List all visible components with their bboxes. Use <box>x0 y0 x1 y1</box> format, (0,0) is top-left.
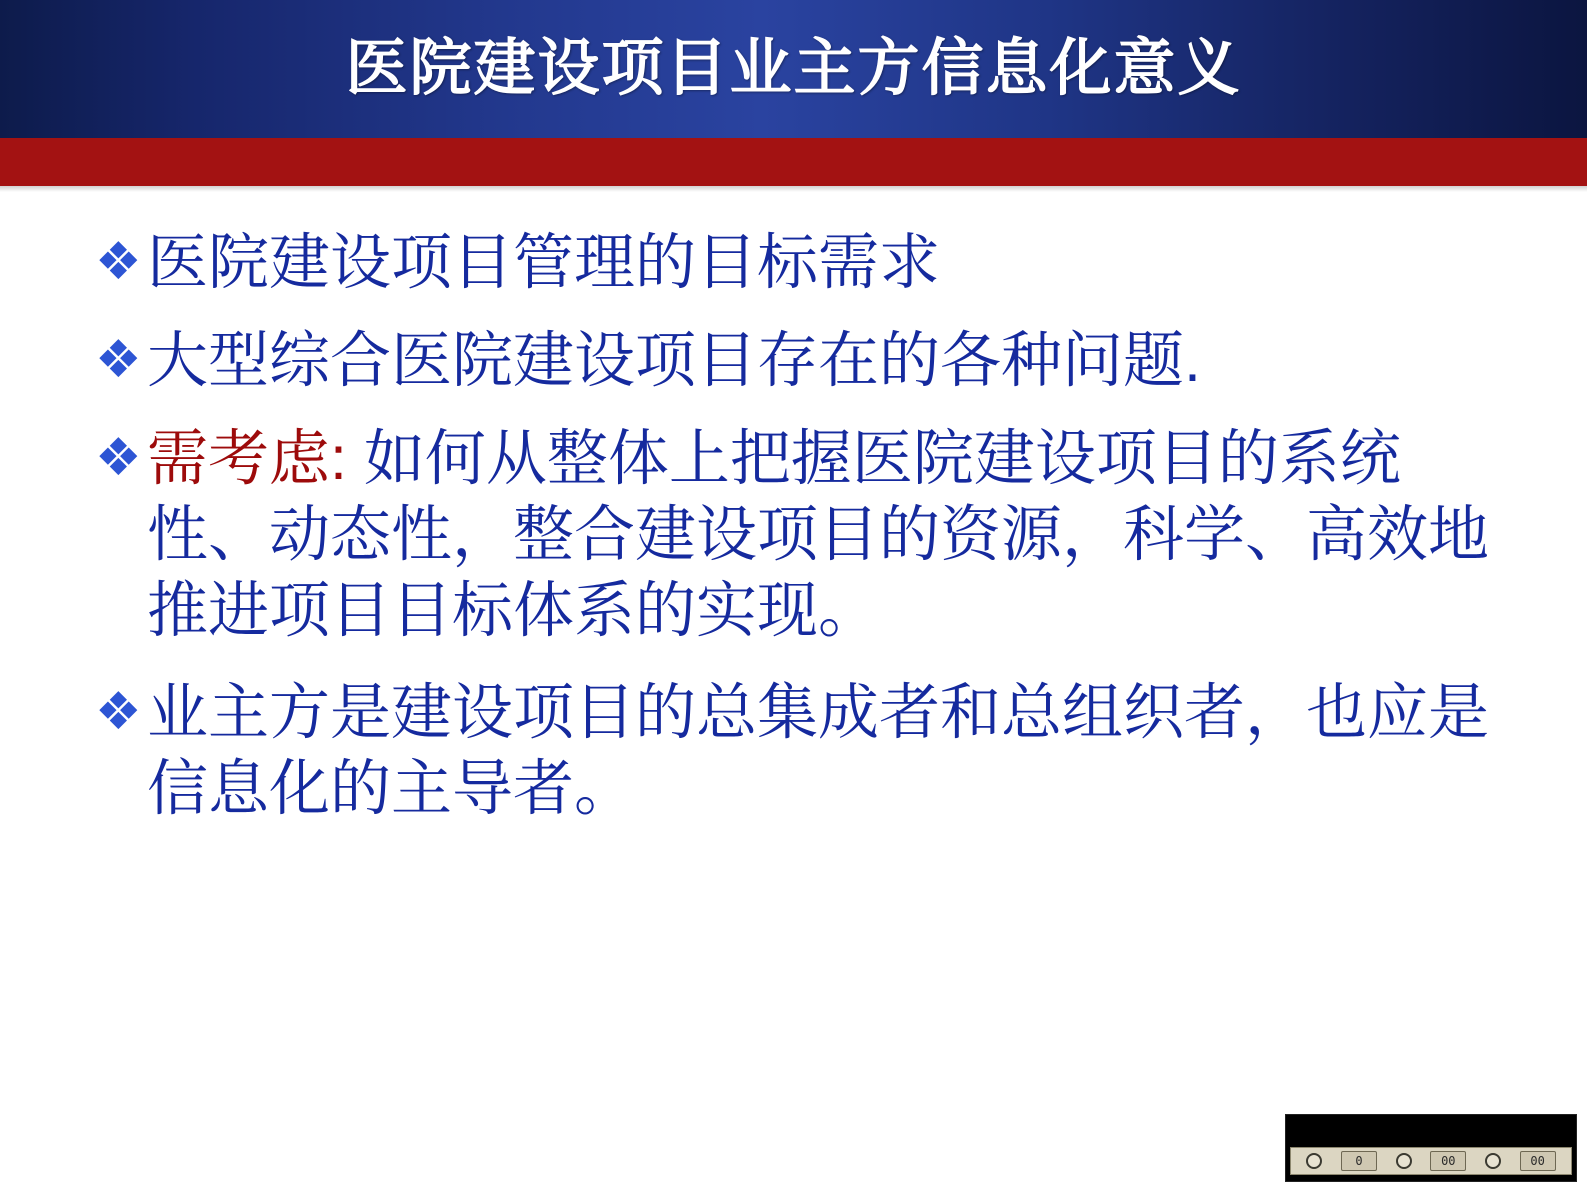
bullet-3-emphasis: 需考虑: <box>147 424 347 492</box>
counter-right: 00 <box>1520 1151 1556 1171</box>
diamond-bullet-icon: ❖ <box>95 429 142 487</box>
list-item <box>95 420 1517 648</box>
bullet-text-2: 大型综合医院建设项目存在的各种问题. <box>147 326 1201 394</box>
separator-dot-icon <box>1396 1153 1412 1169</box>
accent-divider <box>0 138 1587 186</box>
diamond-bullet-icon: ❖ <box>95 683 142 741</box>
bullet-text-1: 医院建设项目管理的目标需求 <box>147 228 941 296</box>
media-control-strip[interactable] <box>1290 1147 1572 1175</box>
separator-dot-icon-2 <box>1485 1153 1501 1169</box>
counter-mid: 00 <box>1430 1151 1466 1171</box>
list-item <box>95 224 1517 300</box>
record-dot-icon <box>1306 1153 1322 1169</box>
list-item <box>95 674 1517 826</box>
diamond-bullet-icon: ❖ <box>95 233 142 291</box>
accent-divider-shadow <box>0 186 1587 192</box>
page-title: 医院建设项目业主方信息化意义 <box>345 34 1242 103</box>
bullet-3-body: 如何从整体上把握医院建设项目的系统性、动态性，整合建设项目的资源，科学、高效地推进项目目标体系的实现。 <box>147 424 1490 644</box>
counter-left: 0 <box>1341 1151 1377 1171</box>
diamond-bullet-icon: ❖ <box>95 331 142 389</box>
bullet-text-3 <box>147 420 1517 648</box>
slide-title-bar <box>0 0 1587 138</box>
slide-body <box>0 196 1587 1156</box>
bullet-text-4: 业主方是建设项目的总集成者和总组织者，也应是信息化的主导者。 <box>147 678 1490 822</box>
media-control-widget[interactable] <box>1285 1114 1577 1182</box>
list-item <box>95 322 1517 398</box>
